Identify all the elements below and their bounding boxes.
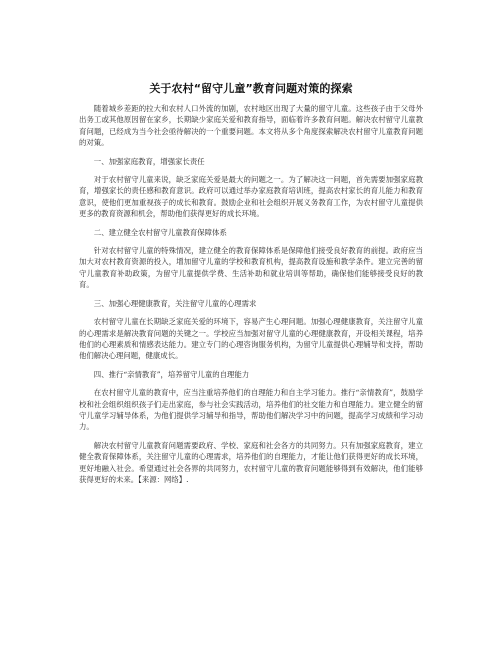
- section-2-paragraph: 针对农村留守儿童的特殊情况，建立健全的教育保障体系是保障他们接受良好教育的前提。政府应当加大对农村教育资源的投入，增加留守儿童的学校和教育机构，提高教育设施和教学条件。建立完善的留守儿童教育补助政策，为留守儿童提供学费、生活补助和就业培训等帮助，确保他们能够接受良好的教育。: [79, 246, 423, 290]
- section-2-heading: 二、建立健全农村留守儿童教育保障体系: [93, 227, 227, 237]
- section-1-paragraph: 对于农村留守儿童来说，缺乏家庭关爱是最大的问题之一。为了解决这一问题，首先需要加强家庭教育，增强家长的责任感和教育意识。政府可以通过举办家庭教育培训班，提高农村家长的育儿能力和教育意识，使他们更加重视孩子的成长和教育。鼓励企业和社会组织开展义务教育工作，为农村留守儿童提供更多的教育资源和机会，帮助他们获得更好的成长环境。: [79, 175, 423, 219]
- section-4-paragraph: 在农村留守儿童的教育中，应当注重培养他们的自理能力和自主学习能力。推行“亲情教育”，鼓励学校和社会组织组织孩子们走出家庭，参与社会实践活动，培养他们的社交能力和自理能力。建立健全的留守儿童学习辅导体系，为他们提供学习辅导和指导，帮助他们解决学习中的问题，提高学习成绩和学习动力。: [79, 388, 423, 432]
- section-4-heading: 四、推行“亲情教育”，培养留守儿童的自理能力: [93, 369, 250, 379]
- conclusion-paragraph: 解决农村留守儿童教育问题需要政府、学校、家庭和社会各方的共同努力。只有加强家庭教育，建立健全教育保障体系，关注留守儿童的心理需求，培养他们的自理能力，才能让他们获得更好的成长环境，更好地融入社会。希望通过社会各界的共同努力，农村留守儿童的教育问题能够得到有效解决，他们能够获得更好的未来。【来源：网络】.: [79, 440, 423, 484]
- intro-paragraph: 随着城乡差距的拉大和农村人口外流的加剧，农村地区出现了大量的留守儿童。这些孩子由于父母外出务工或其他原因留在家乡，长期缺少家庭关爱和教育指导，面临着许多教育问题。解决农村留守儿童教育问题，已经成为当今社会亟待解决的一个重要问题。本文将从多个角度探索解决农村留守儿童教育问题的对策。: [79, 104, 423, 148]
- section-3-paragraph: 农村留守儿童在长期缺乏家庭关爱的环境下，容易产生心理问题。加强心理健康教育，关注留守儿童的心理需求是解决教育问题的关键之一。学校应当加强对留守儿童的心理健康教育，开设相关课程，培养他们的心理素质和情感表达能力。建立专门的心理咨询服务机构，为留守儿童提供心理辅导和支持，帮助他们解决心理问题，健康成长。: [79, 317, 423, 361]
- section-3-heading: 三、加强心理健康教育，关注留守儿童的心理需求: [93, 298, 257, 308]
- section-1-heading: 一、加强家庭教育，增强家长责任: [93, 156, 205, 166]
- document-title: 关于农村“留守儿童”教育问题对策的探索: [149, 82, 353, 95]
- document-body: [79, 103, 423, 485]
